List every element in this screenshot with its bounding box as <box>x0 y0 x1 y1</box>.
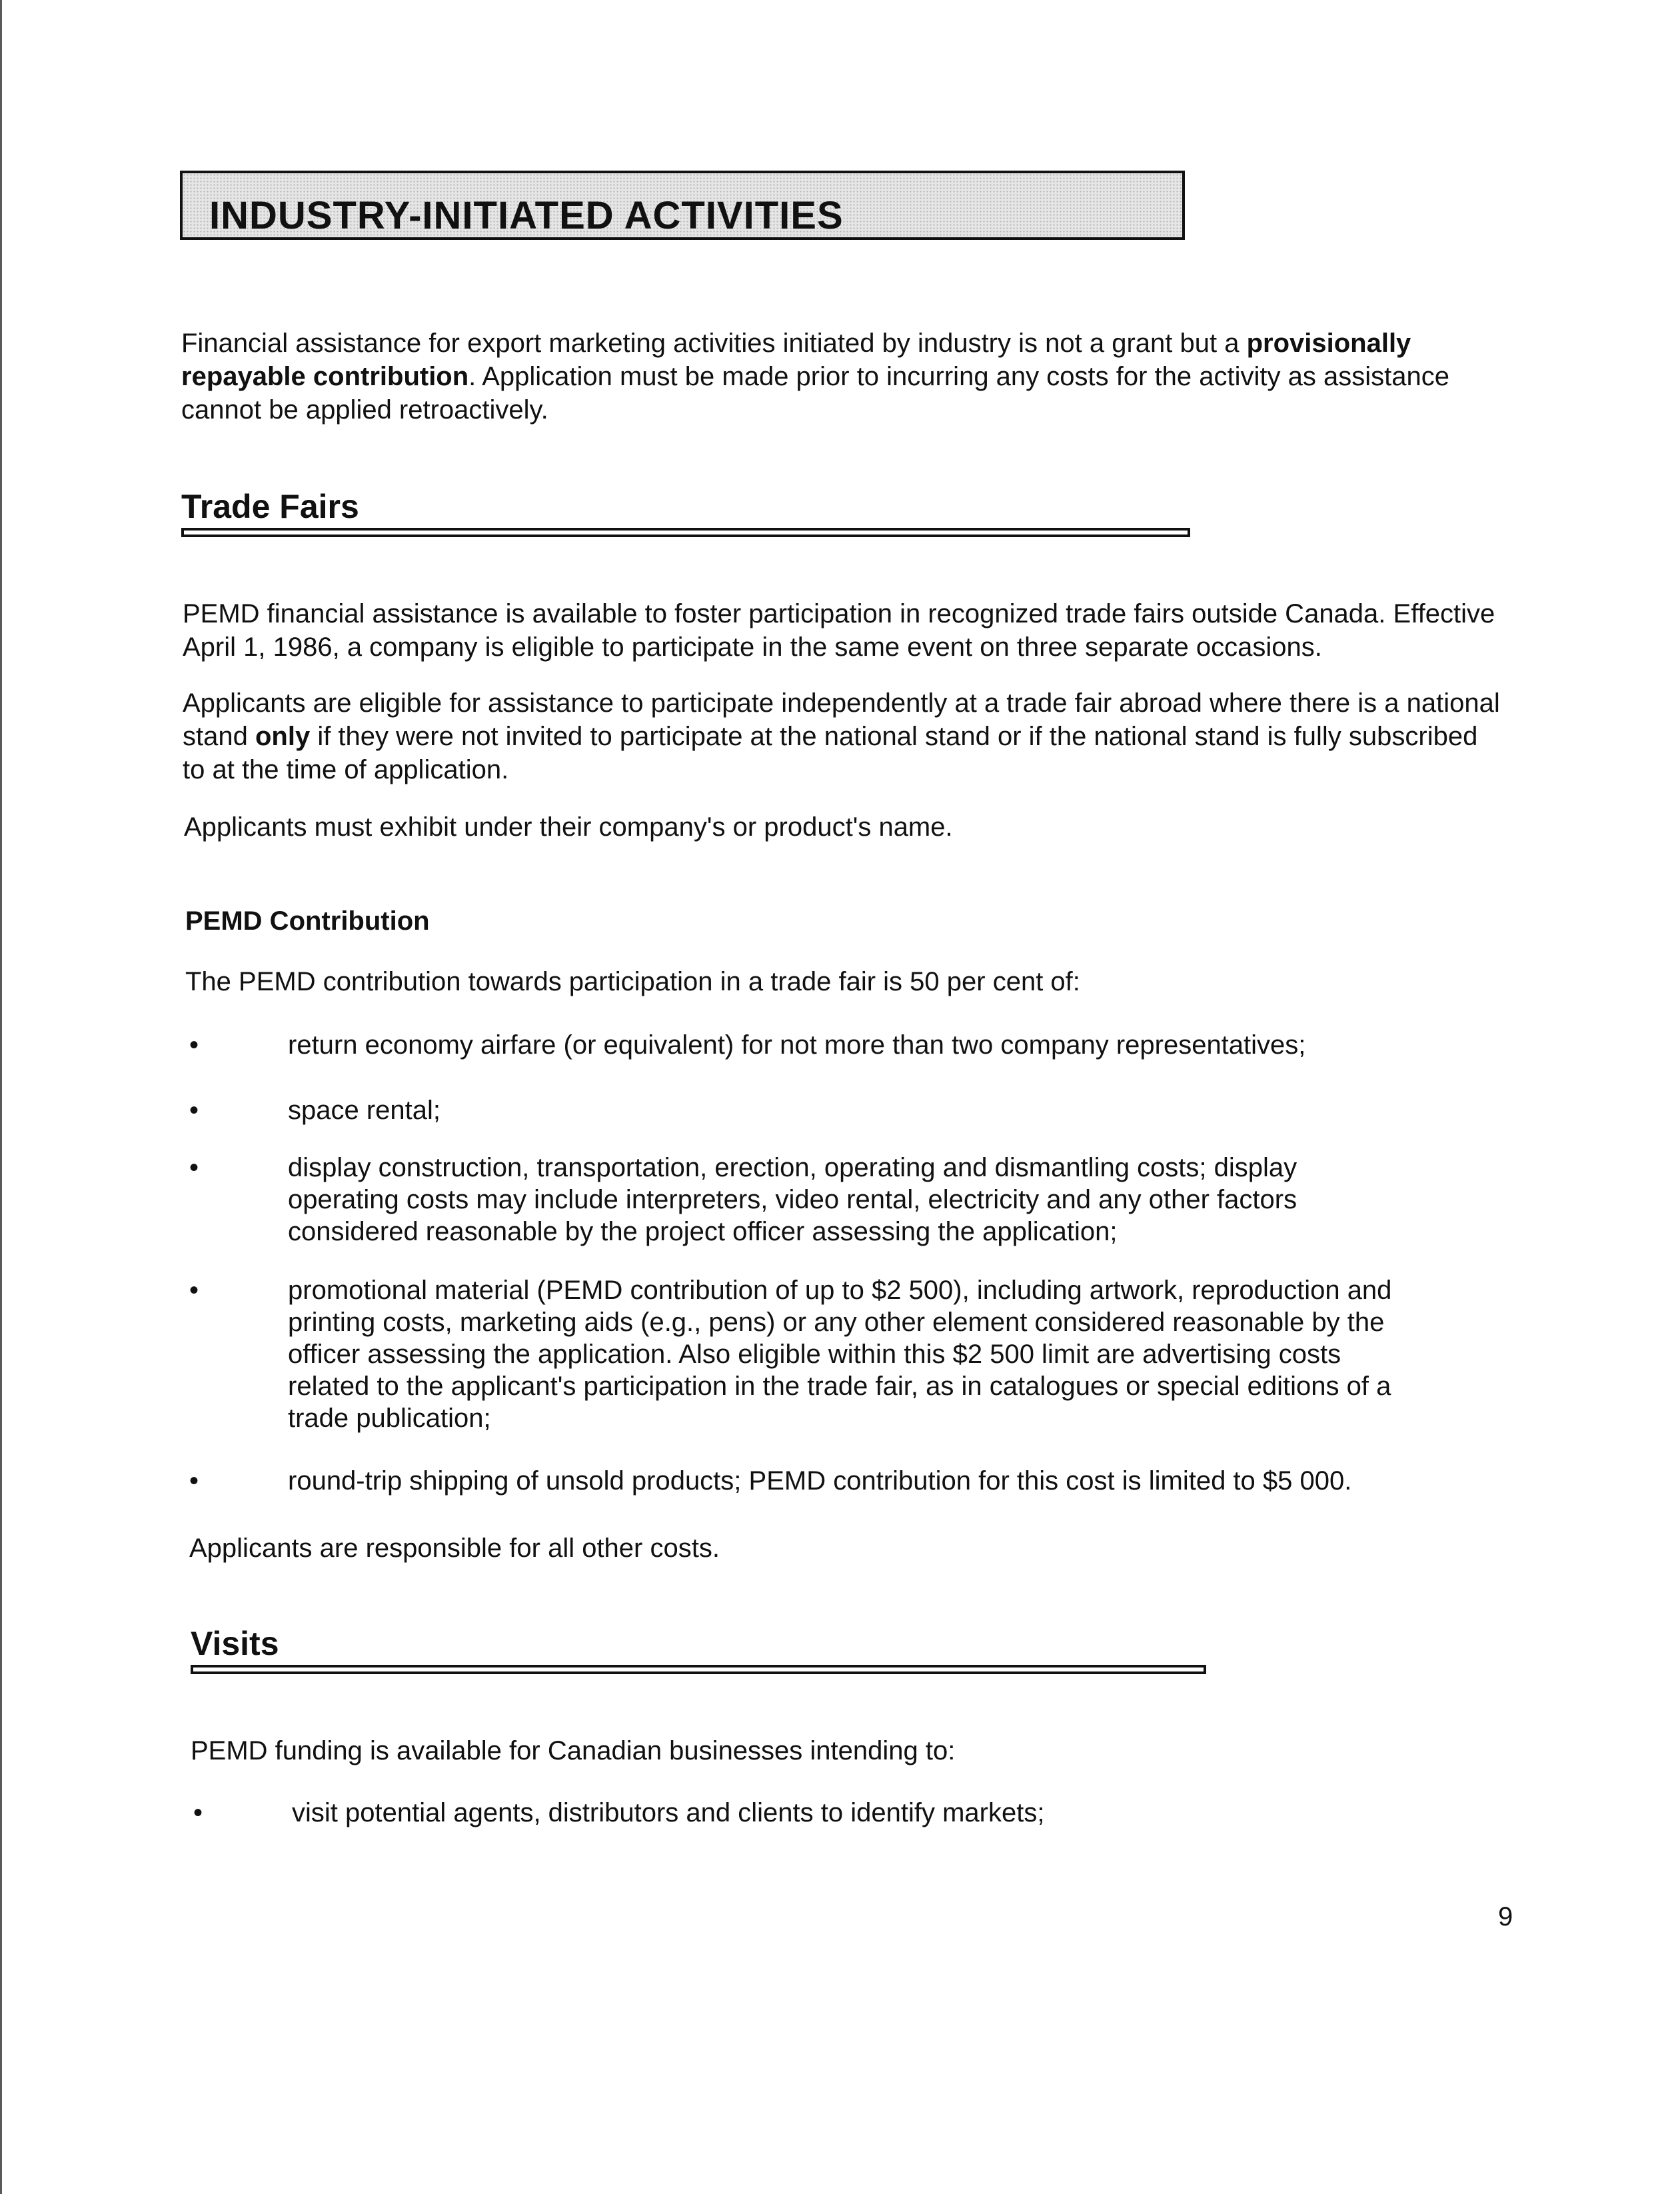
intro-paragraph <box>181 327 1501 427</box>
section-rule <box>191 1665 1206 1674</box>
bullet-point: • <box>193 1798 203 1827</box>
visits-heading: Visits <box>191 1625 279 1662</box>
trade-fairs-paragraph-3: Applicants must exhibit under their company's or product's name. <box>184 812 953 842</box>
visits-section-heading <box>191 1624 1206 1674</box>
trade-fairs-paragraph-2 <box>183 686 1502 786</box>
contribution-intro: The PEMD contribution towards participation in a trade fair is 50 per cent of: <box>185 967 1080 996</box>
page-number: 9 <box>1498 1902 1513 1931</box>
page-title: INDUSTRY-INITIATED ACTIVITIES <box>209 194 844 237</box>
scan-edge <box>0 0 2 2194</box>
bullet-point: • <box>189 1030 199 1060</box>
bullet-point: • <box>189 1153 199 1182</box>
trade-fairs-heading: Trade Fairs <box>181 488 359 525</box>
section-rule <box>181 528 1190 537</box>
intro-text-1: Financial assistance for export marketing activities initiated by industry is not a grant but a <box>181 329 1247 358</box>
list-item-text: display construction, transportation, erection, operating and dismantling costs; display operating costs may include interpreters, video rental, electricity and any other factors considered reasonable by the project officer assessing the application; <box>288 1153 1297 1246</box>
trade-fairs-paragraph-1: PEMD financial assistance is available to foster participation in recognized trade fairs outside Canada. Effective April 1, 1986, a company is eligible to participate in the same event on three separate occasions. <box>183 599 1495 662</box>
list-item-text: space rental; <box>288 1096 441 1125</box>
list-item-text: visit potential agents, distributors and clients to identify markets; <box>292 1798 1045 1827</box>
pemd-contribution-heading: PEMD Contribution <box>185 906 430 936</box>
list-item-text: round-trip shipping of unsold products; PEMD contribution for this cost is limited to $5 000. <box>288 1466 1352 1496</box>
list-item-text: return economy airfare (or equivalent) for not more than two company representatives; <box>288 1030 1306 1060</box>
trade-fairs-p2-bold: only <box>255 722 311 751</box>
bullet-point: • <box>189 1466 199 1496</box>
visits-intro: PEMD funding is available for Canadian businesses intending to: <box>191 1736 956 1765</box>
title-banner <box>180 171 1185 240</box>
intro-bold-text: provisionally repayable contribution <box>181 329 1411 391</box>
trade-fairs-section-heading <box>181 487 1190 537</box>
trade-fairs-p2-text-1: Applicants are eligible for assistance to participate independently at a trade fair abroad where there is a national stand <box>183 688 1500 751</box>
trade-fairs-p2-text-2: if they were not invited to participate at the national stand or if the national stand is fully subscribed to at the time of application. <box>183 722 1478 784</box>
bullet-point: • <box>189 1276 199 1305</box>
bullet-point: • <box>189 1096 199 1125</box>
intro-text-2: . Application must be made prior to incurring any costs for the activity as assistance cannot be applied retroactively. <box>181 362 1449 425</box>
trade-fairs-closing: Applicants are responsible for all other costs. <box>189 1534 720 1563</box>
list-item-text: promotional material (PEMD contribution of up to $2 500), including artwork, reproduction and printing costs, marketing aids (e.g., pens) or any other element considered reasonable by the officer assessing the application. Also eligible within this $2 500 limit are advertising costs related to the applicant's participation in the trade fair, as in catalogues or special editions of a trade publication; <box>288 1276 1392 1433</box>
